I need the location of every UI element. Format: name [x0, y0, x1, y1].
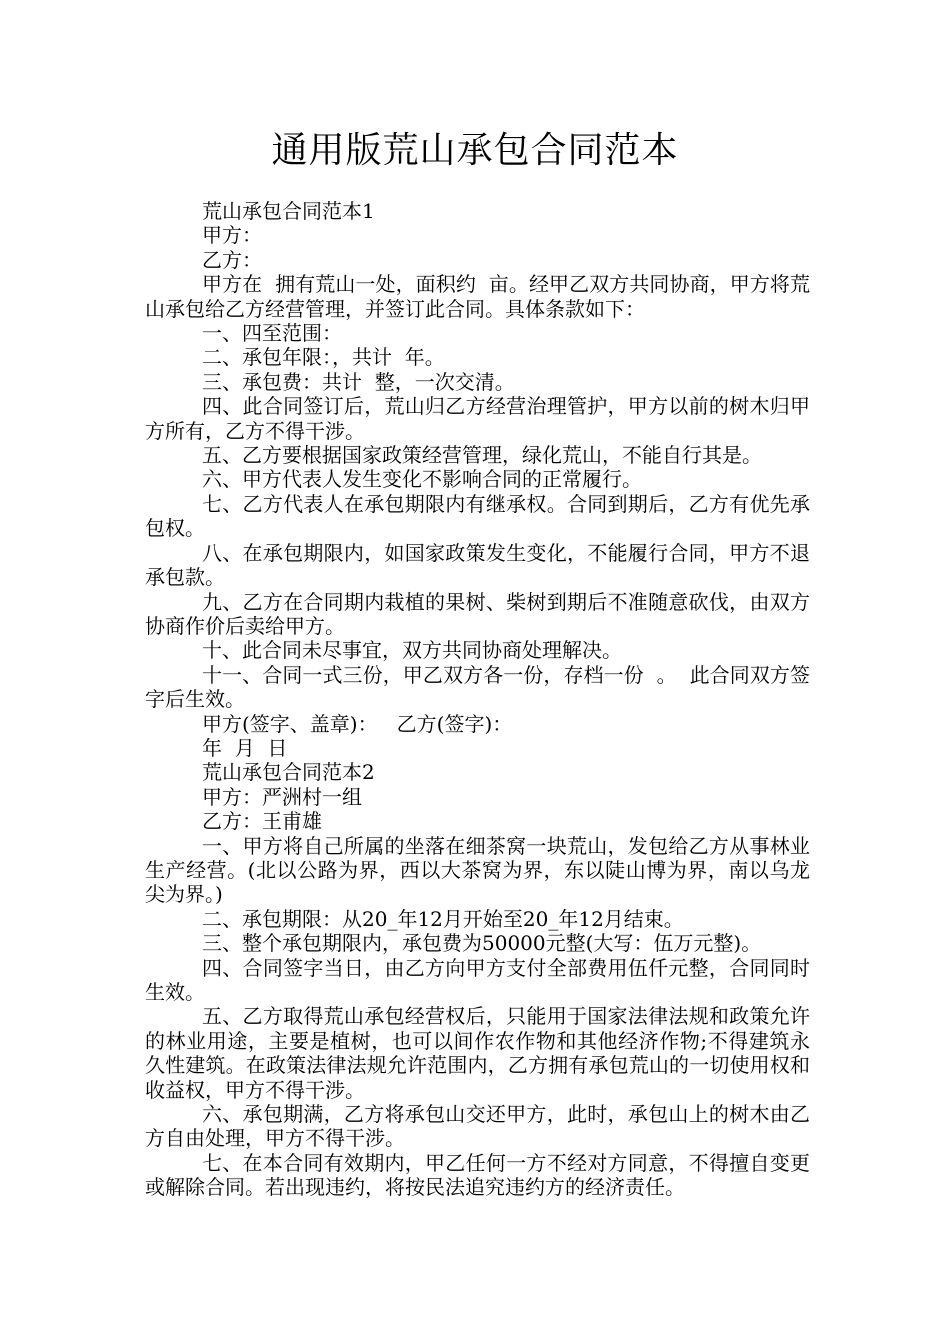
paragraph: 十、此合同未尽事宜，双方共同协商处理解决。 [202, 638, 622, 663]
paragraph: 七、在本合同有效期内，甲乙任何一方不经对方同意，不得擅自变更或解除合同。若出现违约，将按民法追究违约方的经济责任。 [145, 1150, 810, 1200]
signature-line: 甲方(签字、盖章)： 乙方(签字)： [202, 711, 513, 736]
paragraph: 甲方： [202, 223, 262, 248]
paragraph: 荒山承包合同范本1 [202, 199, 375, 223]
paragraph: 六、甲方代表人发生变化不影响合同的正常履行。 [202, 467, 642, 492]
paragraph: 五、乙方取得荒山承包经营权后，只能用于国家法律法规和政策允许的林业用途，主要是植树，也可以间作农作物和其他经济作物;不得建筑永久性建筑。在政策法律法规允许范围内，乙方拥有承包荒山的一切使用权和收益权，甲方不得干涉。 [145, 1004, 810, 1102]
paragraph: 五、乙方要根据国家政策经营管理，绿化荒山，不能自行其是。 [202, 443, 762, 468]
paragraph: 甲方：严洲村一组 [202, 784, 362, 809]
document-body [145, 199, 810, 1200]
document-title: 通用版荒山承包合同范本 [271, 130, 679, 171]
paragraph: 乙方：王甫雄 [202, 809, 322, 834]
paragraph: 一、四至范围： [202, 321, 342, 346]
paragraph: 六、承包期满，乙方将承包山交还甲方，此时，承包山上的树木由乙方自由处理，甲方不得干涉。 [145, 1102, 810, 1151]
paragraph: 荒山承包合同范本2 [202, 760, 375, 785]
paragraph: 一、甲方将自己所属的坐落在细茶窝一块荒山，发包给乙方从事林业生产经营。(北以公路为界，西以大茶窝为界，东以陡山博为界，南以乌龙尖为界。) [145, 833, 810, 907]
paragraph: 三、承包费：共计 整，一次交清。 [202, 369, 515, 394]
paragraph: 八、在承包期限内，如国家政策发生变化，不能履行合同，甲方不退承包款。 [145, 540, 810, 590]
paragraph: 九、乙方在合同期内栽植的果树、柴树到期后不准随意砍伐，由双方协商作价后卖给甲方。 [145, 589, 810, 638]
paragraph: 七、乙方代表人在承包期限内有继承权。合同到期后，乙方有优先承包权。 [145, 491, 810, 541]
date-line: 年 月 日 [202, 735, 288, 760]
paragraph: 乙方： [202, 247, 262, 272]
paragraph: 二、承包年限：，共计 年。 [202, 345, 445, 370]
paragraph: 甲方在 拥有荒山一处，面积约 亩。经甲乙双方共同协商，甲方将荒山承包给乙方经营管理，并签订此合同。具体条款如下： [145, 272, 810, 321]
paragraph: 十一、合同一式三份，甲乙双方各一份，存档一份 。 此合同双方签字后生效。 [145, 662, 810, 712]
paragraph: 四、此合同签订后，荒山归乙方经营治理管护，甲方以前的树木归甲方所有，乙方不得干涉。 [145, 394, 810, 443]
paragraph: 三、整个承包期限内，承包费为50000元整(大写：伍万元整)。 [202, 931, 762, 956]
paragraph: 四、合同签字当日，由乙方向甲方支付全部费用伍仟元整，合同同时生效。 [145, 955, 810, 1004]
paragraph: 二、承包期限：从20_年12月开始至20_年12月结束。 [202, 906, 684, 931]
